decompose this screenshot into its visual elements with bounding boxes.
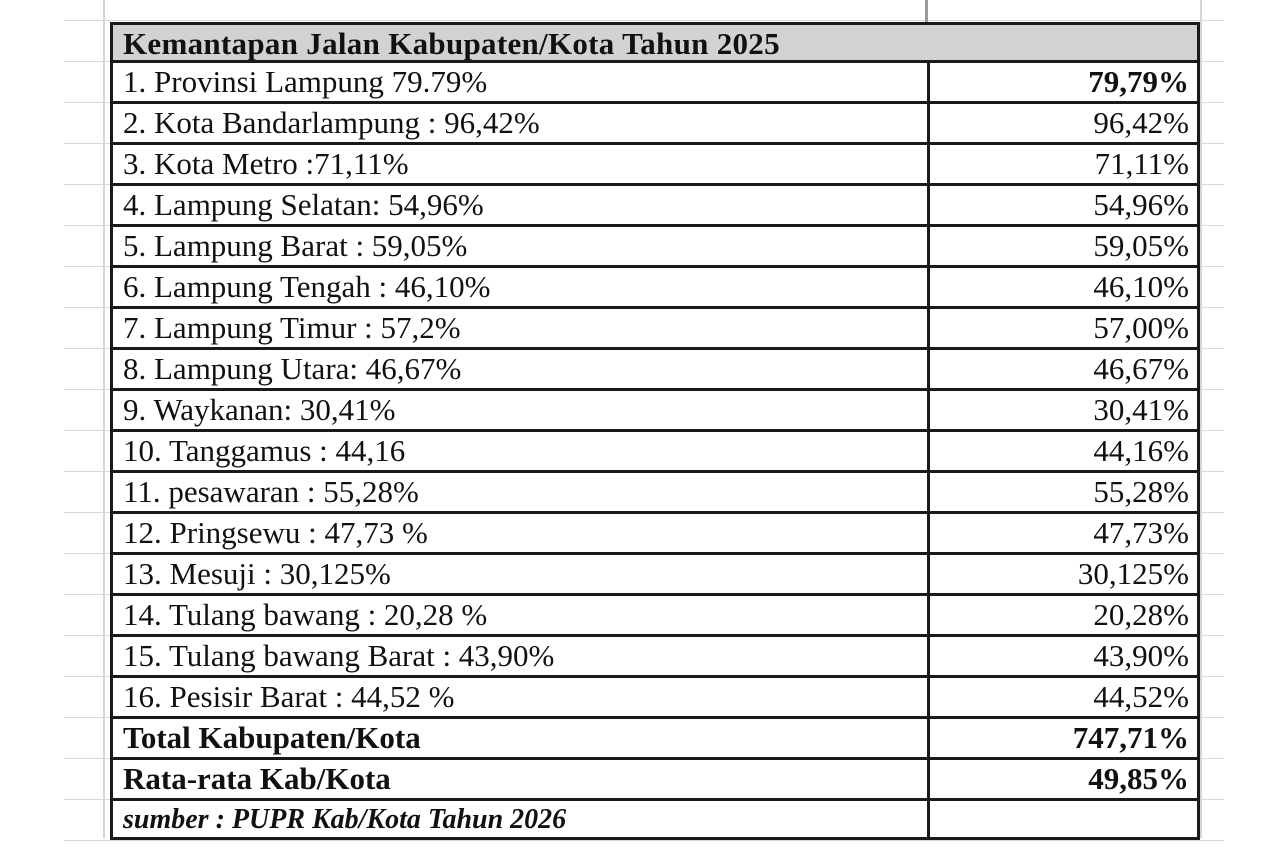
row-label: 14. Tulang bawang : 20,28 % [113,596,930,634]
grid-hline [64,840,1224,841]
row-label: 11. pesawaran : 55,28% [113,473,930,511]
table-row [113,514,1197,555]
table-row [113,104,1197,145]
row-label: 5. Lampung Barat : 59,05% [113,227,930,265]
road-stability-table [110,22,1200,840]
table-row [113,227,1197,268]
source-note: sumber : PUPR Kab/Kota Tahun 2026 [113,801,930,837]
table-row [113,432,1197,473]
table-header-row [113,22,1197,63]
total-label: Total Kabupaten/Kota [113,719,930,757]
row-value: 96,42% [1093,105,1189,140]
row-label: 8. Lampung Utara: 46,67% [113,350,930,388]
grid-vline-left [103,0,105,838]
row-value: 46,67% [1093,351,1189,386]
average-value: 49,85% [1088,761,1189,796]
row-value: 57,00% [1093,310,1189,345]
row-label: 12. Pringsewu : 47,73 % [113,514,930,552]
table-row [113,473,1197,514]
average-row [113,760,1197,801]
table-row [113,596,1197,637]
table-row [113,678,1197,719]
row-value: 43,90% [1093,638,1189,673]
row-label: 7. Lampung Timur : 57,2% [113,309,930,347]
row-value: 54,96% [1093,187,1189,222]
row-value: 44,16% [1093,433,1189,468]
row-value: 47,73% [1093,515,1189,550]
table-row [113,63,1197,104]
row-label: 6. Lampung Tengah : 46,10% [113,268,930,306]
row-label: 9. Waykanan: 30,41% [113,391,930,429]
table-row [113,391,1197,432]
row-label: 4. Lampung Selatan: 54,96% [113,186,930,224]
row-value: 55,28% [1093,474,1189,509]
row-label: 10. Tanggamus : 44,16 [113,432,930,470]
row-label: 1. Provinsi Lampung 79.79% [113,63,930,101]
grid-vline-right [1200,0,1202,838]
row-label: 16. Pesisir Barat : 44,52 % [113,678,930,716]
row-label: 3. Kota Metro :71,11% [113,145,930,183]
row-label: 13. Mesuji : 30,125% [113,555,930,593]
total-row [113,719,1197,760]
row-value: 30,41% [1093,392,1189,427]
row-value: 46,10% [1093,269,1189,304]
table-row [113,309,1197,350]
grid-hline [64,20,1224,21]
table-row [113,555,1197,596]
row-label: 15. Tulang bawang Barat : 43,90% [113,637,930,675]
table-row [113,186,1197,227]
total-value: 747,71% [1072,720,1189,755]
average-label: Rata-rata Kab/Kota [113,760,930,798]
source-empty-cell [930,801,1197,837]
table-row [113,145,1197,186]
row-value: 44,52% [1093,679,1189,714]
table-row [113,637,1197,678]
grid-vline-mid-top [925,0,928,24]
row-value: 30,125% [1077,556,1189,591]
table-title: Kemantapan Jalan Kabupaten/Kota Tahun 2025 [123,26,780,60]
row-value: 59,05% [1093,228,1189,263]
table-row [113,268,1197,309]
row-value: 20,28% [1093,597,1189,632]
table-row [113,350,1197,391]
source-row [113,801,1197,840]
row-value: 71,11% [1094,146,1189,181]
row-value: 79,79% [1088,64,1189,99]
row-label: 2. Kota Bandarlampung : 96,42% [113,104,930,142]
